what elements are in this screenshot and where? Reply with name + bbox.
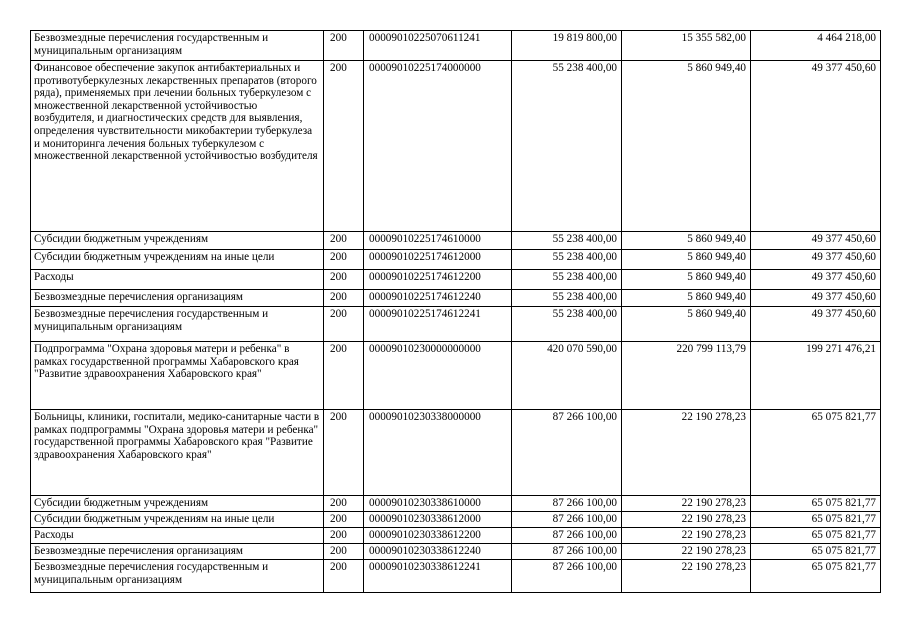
row-value-1: 420 070 590,00 <box>512 342 622 410</box>
row-value-2: 220 799 113,79 <box>622 342 751 410</box>
row-csr: 00009010230338612000 <box>364 512 512 528</box>
row-value-3: 4 464 218,00 <box>751 31 881 61</box>
table-row <box>31 528 881 544</box>
row-code: 200 <box>324 528 364 544</box>
row-name: Безвозмездные перечисления государственным и муниципальным организациям <box>31 31 324 61</box>
row-value-3: 65 075 821,77 <box>751 512 881 528</box>
table-row <box>31 342 881 410</box>
row-value-1: 87 266 100,00 <box>512 544 622 560</box>
row-value-1: 55 238 400,00 <box>512 307 622 342</box>
row-value-1: 55 238 400,00 <box>512 232 622 250</box>
table-row <box>31 544 881 560</box>
row-value-2: 22 190 278,23 <box>622 528 751 544</box>
row-code: 200 <box>324 307 364 342</box>
table-row <box>31 270 881 290</box>
row-name: Безвозмездные перечисления организациям <box>31 544 324 560</box>
row-name: Безвозмездные перечисления государственным и муниципальным организациям <box>31 560 324 593</box>
row-value-1: 87 266 100,00 <box>512 410 622 496</box>
row-value-2: 5 860 949,40 <box>622 232 751 250</box>
row-name: Субсидии бюджетным учреждениям на иные цели <box>31 250 324 270</box>
budget-table <box>30 30 881 593</box>
row-value-3: 65 075 821,77 <box>751 496 881 512</box>
table-row <box>31 410 881 496</box>
row-name: Подпрограмма "Охрана здоровья матери и ребенка" в рамках государственной программы Хабаровского края "Развитие здравоохранения Хабаровского края" <box>31 342 324 410</box>
row-value-2: 22 190 278,23 <box>622 496 751 512</box>
row-value-1: 87 266 100,00 <box>512 560 622 593</box>
row-value-3: 49 377 450,60 <box>751 232 881 250</box>
row-csr: 00009010225174612240 <box>364 290 512 307</box>
row-value-3: 65 075 821,77 <box>751 560 881 593</box>
row-csr: 00009010230338612240 <box>364 544 512 560</box>
row-value-2: 22 190 278,23 <box>622 544 751 560</box>
row-csr: 00009010225174612000 <box>364 250 512 270</box>
row-csr: 00009010230338612241 <box>364 560 512 593</box>
row-value-2: 15 355 582,00 <box>622 31 751 61</box>
row-code: 200 <box>324 31 364 61</box>
row-value-2: 22 190 278,23 <box>622 410 751 496</box>
row-value-2: 5 860 949,40 <box>622 250 751 270</box>
table-row <box>31 512 881 528</box>
row-code: 200 <box>324 342 364 410</box>
row-value-3: 65 075 821,77 <box>751 544 881 560</box>
row-csr: 00009010225174610000 <box>364 232 512 250</box>
row-csr: 00009010230000000000 <box>364 342 512 410</box>
row-name: Расходы <box>31 528 324 544</box>
row-csr: 00009010225070611241 <box>364 31 512 61</box>
row-csr: 00009010225174612200 <box>364 270 512 290</box>
row-code: 200 <box>324 410 364 496</box>
row-value-1: 87 266 100,00 <box>512 512 622 528</box>
row-name: Расходы <box>31 270 324 290</box>
table-row <box>31 61 881 232</box>
row-value-3: 199 271 476,21 <box>751 342 881 410</box>
row-code: 200 <box>324 496 364 512</box>
row-code: 200 <box>324 544 364 560</box>
row-value-1: 55 238 400,00 <box>512 61 622 232</box>
table-row <box>31 560 881 593</box>
table-row <box>31 290 881 307</box>
table-row <box>31 307 881 342</box>
row-code: 200 <box>324 250 364 270</box>
row-value-3: 49 377 450,60 <box>751 290 881 307</box>
row-value-3: 49 377 450,60 <box>751 270 881 290</box>
table-row <box>31 232 881 250</box>
row-value-3: 49 377 450,60 <box>751 307 881 342</box>
row-value-2: 5 860 949,40 <box>622 307 751 342</box>
row-value-2: 5 860 949,40 <box>622 270 751 290</box>
row-csr: 00009010230338610000 <box>364 496 512 512</box>
row-name: Финансовое обеспечение закупок антибактериальных и противотуберкулезных лекарственных препаратов (второго ряда), применяемых при лечении больных туберкулезом с множественной лекарственной устойчивостью возбудителя, и диагностических средств для выявления, определения чувствительности микобактерии туберкулеза и мониторинга лечения больных туберкулезом с множественной лекарственной устойчивостью возбудителя <box>31 61 324 232</box>
row-name: Безвозмездные перечисления организациям <box>31 290 324 307</box>
row-csr: 00009010225174612241 <box>364 307 512 342</box>
row-name: Безвозмездные перечисления государственным и муниципальным организациям <box>31 307 324 342</box>
row-name: Субсидии бюджетным учреждениям <box>31 232 324 250</box>
row-code: 200 <box>324 560 364 593</box>
row-name: Больницы, клиники, госпитали, медико-санитарные части в рамках подпрограммы "Охрана здоровья матери и ребенка" государственной программы Хабаровского края "Развитие здравоохранения Хабаровского края" <box>31 410 324 496</box>
row-value-2: 5 860 949,40 <box>622 61 751 232</box>
row-value-3: 49 377 450,60 <box>751 61 881 232</box>
row-code: 200 <box>324 512 364 528</box>
row-value-1: 87 266 100,00 <box>512 496 622 512</box>
row-value-1: 55 238 400,00 <box>512 250 622 270</box>
row-code: 200 <box>324 290 364 307</box>
row-code: 200 <box>324 232 364 250</box>
table-row <box>31 250 881 270</box>
row-code: 200 <box>324 61 364 232</box>
table-row <box>31 496 881 512</box>
row-code: 200 <box>324 270 364 290</box>
row-value-2: 22 190 278,23 <box>622 512 751 528</box>
row-value-3: 65 075 821,77 <box>751 410 881 496</box>
row-csr: 00009010230338612200 <box>364 528 512 544</box>
row-value-2: 22 190 278,23 <box>622 560 751 593</box>
row-value-1: 55 238 400,00 <box>512 290 622 307</box>
row-value-1: 55 238 400,00 <box>512 270 622 290</box>
row-value-3: 49 377 450,60 <box>751 250 881 270</box>
row-name: Субсидии бюджетным учреждениям <box>31 496 324 512</box>
row-value-1: 19 819 800,00 <box>512 31 622 61</box>
row-value-1: 87 266 100,00 <box>512 528 622 544</box>
row-name: Субсидии бюджетным учреждениям на иные цели <box>31 512 324 528</box>
row-value-2: 5 860 949,40 <box>622 290 751 307</box>
row-csr: 00009010230338000000 <box>364 410 512 496</box>
row-csr: 00009010225174000000 <box>364 61 512 232</box>
row-value-3: 65 075 821,77 <box>751 528 881 544</box>
table-row <box>31 31 881 61</box>
